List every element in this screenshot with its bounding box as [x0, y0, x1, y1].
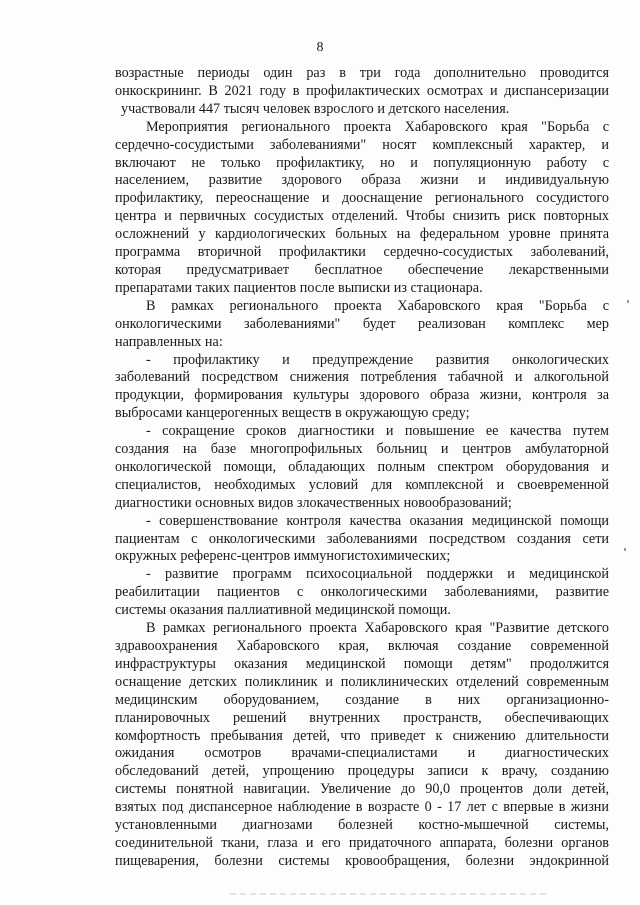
- text-line: системы понятной навигации. Увеличение до 90,0 процентов доли детей,: [115, 781, 609, 798]
- text-line: создания на базе многопрофильных больниц и центров амбулаторной: [115, 441, 609, 458]
- scan-speck: [627, 300, 629, 303]
- text-line: продукции, формирования культуры здорового образа жизни, контроля за: [115, 387, 609, 404]
- text-line: возрастные периоды один раз в три года дополнительно проводится: [115, 65, 609, 81]
- list-item-prevention: [115, 352, 609, 424]
- text-line: взятых под диспансерное наблюдение в возрасте 0 - 17 лет с впервые в жизни: [115, 799, 609, 816]
- text-line: - совершенствование контроля качества оказания медицинской помощи: [146, 512, 609, 529]
- text-line: сердечно-сосудистыми заболеваниями" носят комплексный характер, и: [115, 136, 609, 153]
- text-line: медицинским оборудованием, создание в них организационно-: [115, 691, 609, 708]
- text-line: В рамках регионального проекта Хабаровского края "Развитие детского: [146, 620, 609, 637]
- text-line: здравоохранения Хабаровского края, включая создание современной: [115, 638, 609, 654]
- text-line: которая предусматривает бесплатное обеспечение лекарственными: [115, 261, 609, 278]
- text-line: центра и первичных сосудистых отделений. Чтобы снизить риск повторных: [115, 208, 609, 225]
- text-line: - сокращение сроков диагностики и повышение ее качества путем: [146, 423, 609, 440]
- text-line: программа вторичной профилактики сердечно-сосудистых заболеваний,: [115, 244, 609, 261]
- text-line: пациентам с онкологическими заболеваниями посредством создания сети: [115, 530, 609, 547]
- text-line: осложнений у кардиологических больных на федеральном уровне принята: [115, 226, 609, 243]
- page-number: 8: [316, 40, 324, 55]
- text-line: - профилактику и предупреждение развития онкологических: [146, 351, 609, 368]
- text-line: профилактику, переоснащение и дооснащение регионального сосудистого: [115, 190, 609, 207]
- text-line: инфраструктуры оказания медицинской помощи детям" продолжится: [115, 655, 609, 672]
- text-line: В рамках регионального проекта Хабаровского края "Борьба с: [146, 297, 609, 314]
- text-line: онкоскрининг. В 2021 году в профилактических осмотрах и диспансеризации: [115, 82, 609, 99]
- paragraph-oncology: [115, 298, 609, 352]
- scan-artifact-line: [230, 893, 550, 895]
- text-line: населением, развитие здорового образа жизни и индивидуальную: [115, 172, 609, 189]
- text-line: ожидания осмотров врачами-специалистами и диагностических: [115, 745, 609, 762]
- text-line: препаратами таких пациентов после выписки из стационара.: [115, 279, 483, 296]
- list-item-diagnostics: [115, 423, 609, 513]
- text-line: системы оказания паллиативной медицинской помощи.: [115, 602, 451, 619]
- text-line: специалистов, необходимых условий для комплексной и своевременной: [115, 476, 609, 493]
- document-body: [115, 65, 609, 871]
- scan-speck: [624, 548, 626, 551]
- text-line: - развитие программ психосоциальной поддержки и медицинской: [146, 566, 609, 583]
- list-item-quality-control: [115, 513, 609, 567]
- paragraph-screening: [115, 65, 609, 119]
- text-line: реабилитации пациентов с онкологическими заболеваниями, развитие: [115, 584, 609, 601]
- text-line: онкологической помощи, обладающих полным спектром оборудования и: [115, 458, 609, 475]
- text-line: включают не только профилактику, но и популяционную работу с: [115, 154, 609, 171]
- text-line: диагностики основных видов злокачественных новообразований;: [115, 494, 512, 511]
- text-line: планировочных решений внутренних пространств, обеспечивающих: [115, 709, 609, 726]
- text-line: установленными диагнозами болезней костно-мышечной системы,: [115, 817, 609, 834]
- text-line: комфортность пребывания детей, что приведет к снижению длительности: [115, 727, 609, 744]
- text-line: Мероприятия регионального проекта Хабаровского края "Борьба с: [146, 118, 609, 135]
- text-line: онкологическими заболеваниями" будет реализован комплекс мер: [115, 315, 609, 332]
- text-line: участвовали 447 тысяч человек взрослого и детского населения.: [121, 100, 510, 117]
- list-item-rehabilitation: [115, 566, 609, 620]
- text-line: пищеварения, болезни системы кровообращения, болезни эндокринной: [115, 852, 609, 869]
- paragraph-cardio: [115, 119, 609, 298]
- text-line: направленных на:: [115, 333, 223, 350]
- text-line: окружных референс-центров иммуногистохимических;: [115, 548, 451, 565]
- text-line: обследований детей, упрощению процедуры записи к врачу, созданию: [115, 763, 609, 780]
- text-line: соединительной ткани, глаза и его придаточного аппарата, болезни органов: [115, 834, 609, 851]
- text-line: выбросами канцерогенных веществ в окружающую среду;: [115, 405, 470, 422]
- paragraph-child-healthcare: [115, 620, 609, 871]
- text-line: заболеваний посредством снижения потребления табачной и алкогольной: [115, 369, 609, 386]
- text-line: оснащение детских поликлиник и поликлинических отделений современным: [115, 673, 609, 690]
